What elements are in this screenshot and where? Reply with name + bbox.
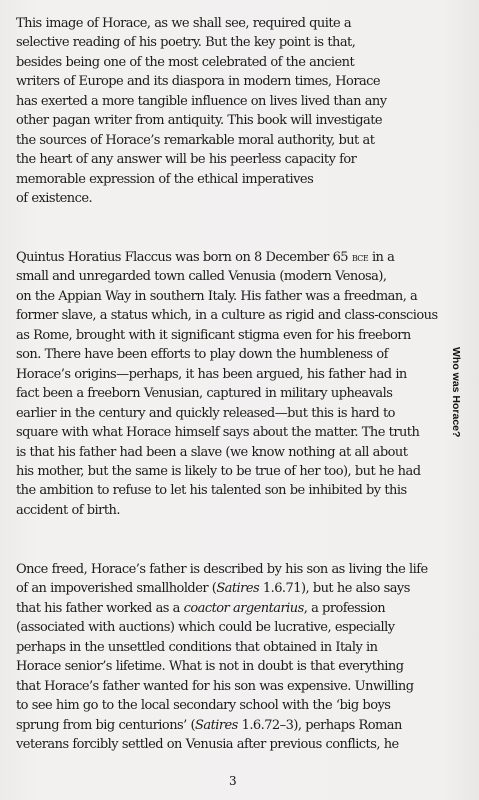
text-line: besides being one of the most celebrated of the ancient (16, 54, 355, 70)
text-line: Horace senior’s lifetime. What is not in doubt is that everything (16, 659, 404, 675)
text-line: of existence. (16, 191, 93, 207)
text-line: veterans forcibly settled on Venusia after previous conflicts, he (16, 737, 399, 753)
text-line: his mother, but the same is likely to be true of her too), but he had (16, 463, 421, 479)
paragraph-1 (16, 14, 426, 209)
text-line: that Horace’s father wanted for his son was expensive. Unwilling (16, 678, 414, 694)
text-line: (associated with auctions) which could be lucrative, especially (16, 620, 395, 636)
text-line: writers of Europe and its diaspora in modern times, Horace (16, 74, 381, 90)
text-line: has exerted a more tangible influence on lives lived than any (16, 93, 387, 109)
paragraph-3 (16, 560, 426, 755)
text-line: former slave, a status which, in a culture as rigid and class-conscious (16, 308, 438, 324)
text-line: This image of Horace, as we shall see, required quite a (16, 16, 352, 31)
text-line: square with what Horace himself says about the matter. The truth (16, 425, 420, 441)
line-text: 1.6.71), but he also says (259, 581, 410, 597)
text-line: the ambition to refuse to let his talented son be inhibited by this (16, 483, 407, 499)
text-line: memorable expression of the ethical imperatives (16, 171, 314, 187)
text-line: other pagan writer from antiquity. This book will investigate (16, 113, 383, 129)
era-abbreviation: bce (351, 251, 369, 264)
text-line: earlier in the century and quickly released—but this is hard to (16, 405, 395, 421)
text-line: to see him go to the local secondary school with the ‘big boys (16, 698, 391, 714)
text-line (16, 579, 426, 598)
page-number: 3 (229, 774, 237, 788)
text-line (16, 248, 426, 267)
line-text: in a (368, 250, 395, 265)
line-text: , a profession (303, 600, 386, 616)
text-line: small and unregarded town called Venusia (modern Venosa), (16, 269, 387, 285)
line-text: of an impoverished smallholder ( (16, 581, 217, 597)
text-line: son. There have been efforts to play down the humbleness of (16, 347, 388, 363)
line-text: sprung from big centurions’ ( (16, 717, 196, 733)
running-head: Who was Horace? (450, 347, 462, 438)
text-line: the heart of any answer will be his peerless capacity for (16, 152, 357, 168)
text-line: fact been a freeborn Venusian, captured in military upheavals (16, 386, 393, 402)
text-line (16, 599, 426, 618)
text-line: Horace’s origins—perhaps, it has been argued, his father had in (16, 366, 407, 382)
text-line: the sources of Horace’s remarkable moral authority, but at (16, 132, 375, 148)
work-title: Satires (195, 717, 238, 733)
text-line (16, 716, 426, 735)
text-line: selective reading of his poetry. But the key point is that, (16, 35, 356, 51)
text-line: as Rome, brought with it significant stigma even for his freeborn (16, 327, 411, 343)
text-line: on the Appian Way in southern Italy. His father was a freedman, a (16, 288, 418, 304)
text-line: Once freed, Horace’s father is described by his son as living the life (16, 562, 428, 577)
paragraph-2 (16, 248, 438, 520)
line-text: that his father worked as a (16, 600, 184, 616)
text-line: perhaps in the unsettled conditions that obtained in Italy in (16, 639, 378, 655)
line-text: 1.6.72–3), perhaps Roman (237, 717, 402, 733)
latin-term: coactor argentarius (183, 600, 304, 616)
text-line: is that his father had been a slave (we know nothing at all about (16, 444, 408, 460)
work-title: Satires (216, 581, 260, 597)
line-text: Quintus Horatius Flaccus was born on 8 December 65 (16, 250, 352, 265)
text-line: accident of birth. (16, 502, 120, 518)
